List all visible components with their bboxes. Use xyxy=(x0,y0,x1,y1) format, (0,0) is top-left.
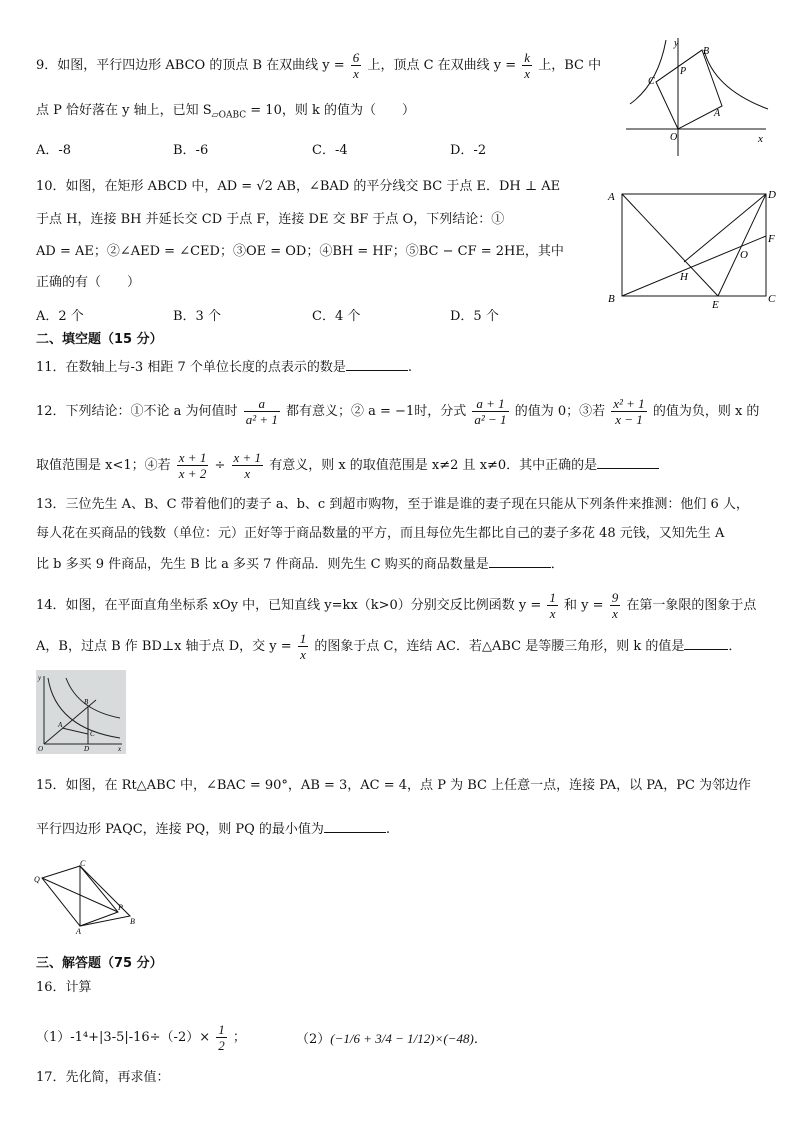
q15-label-p: P xyxy=(118,903,123,912)
q9-option-a: A．-8 xyxy=(36,143,72,158)
q10-line3: AD = AE；②∠AED = ∠CED；③OE = OD；④BH = HF；⑤BC − CF = 2HE，其中 xyxy=(36,244,564,259)
q10-label-c: C xyxy=(768,293,776,305)
q15-line1: 15．如图，在 Rt△ABC 中，∠BAC = 90°，AB = 3，AC = 4，点 P 为 BC 上任意一点，连接 PA，以 PA，PC 为邻边作 xyxy=(36,778,752,793)
q12-frac2: $\frac{a + 1}{\text{a² − 1}}$ xyxy=(474,396,507,427)
q13-line3: 比 b 多买 9 件商品，先生 B 比 a 多买 7 件商品．则先生 C 购买的商品数量是 ． xyxy=(36,553,564,575)
q10-label-e: E xyxy=(712,299,719,311)
q10-label-h: H xyxy=(680,271,688,283)
q10-label-f: F xyxy=(768,233,775,245)
q12-frac5: $\frac{x + 1}{x}$ xyxy=(233,450,262,481)
q9-label-o: O xyxy=(670,132,678,143)
q14-label-x: x xyxy=(118,745,122,753)
q11-blank xyxy=(346,356,408,371)
q9-label-c: C xyxy=(648,76,655,87)
section-2-heading: 二、填空题（15 分） xyxy=(36,332,163,347)
q17: 17．先化简，再求值： xyxy=(36,1070,170,1085)
q15-label-c: C xyxy=(80,860,86,868)
q14-label-y: y xyxy=(38,674,42,682)
q10-label-a: A xyxy=(608,191,615,203)
q9-line2: 点 P 恰好落在 y 轴上，已知 $S_{▱OABC} = 10$，则 k 的值为（ ） xyxy=(36,103,415,121)
q15-label-a: A xyxy=(76,927,81,934)
q9-option-b: B．-6 xyxy=(173,143,209,158)
q12-blank xyxy=(597,454,659,469)
q10-figure xyxy=(604,184,782,312)
q10-option-c: C．4 个 xyxy=(312,309,361,324)
q12-frac3: $\frac{\text{x² + 1}}{x - 1}$ xyxy=(613,396,645,427)
q14-label-a: A xyxy=(58,721,63,729)
q14-frac1: $\frac{1}{x}$ xyxy=(549,590,556,621)
q14-label-c: C xyxy=(90,730,95,738)
q10-line1: 10．如图，在矩形 ABCD 中，AD = √2 AB，∠BAD 的平分线交 BC 于点 E．DH ⊥ AE xyxy=(36,179,561,194)
q16-part1: （1）-1⁴+|3-5|-16÷（-2）× $\frac{1}{2}$ ； xyxy=(36,1022,246,1053)
q13-line2: 每人花在买商品的钱数（单位：元）正好等于商品数量的平方，而且每位先生都比自己的妻子多花 48 元钱，又知先生 A xyxy=(36,526,725,541)
q9-text-tail: 上，BC 中 xyxy=(538,58,602,73)
q16-frac1: $\frac{1}{2}$ xyxy=(218,1022,225,1053)
q10-line2: 于点 H，连接 BH 并延长交 CD 于点 F，连接 DE 交 BF 于点 O，下列结论：① xyxy=(36,212,505,227)
q9-frac2: $\frac{k}{x}$ xyxy=(524,50,531,81)
q10-label-o: O xyxy=(740,249,748,261)
q14-line1: 14．如图，在平面直角坐标系 xOy 中，已知直线 y=kx（k>0）分别交反比例函数 y = $\frac{1}{x}$ 和 y = $\frac{9}{x}$ 在第一象限的图象于点 xyxy=(36,590,757,621)
q14-figure xyxy=(36,670,126,754)
q12-line2: 取值范围是 x<1；④若 $\frac{x + 1}{x + 2}$ ÷ $\frac{x + 1}{x}$ 有意义，则 x 的取值范围是 x≠2 且 x≠0．其中正确的是 xyxy=(36,450,659,481)
q10-line4: 正确的有（ ） xyxy=(36,275,141,290)
q10-label-d: D xyxy=(768,189,776,201)
q9-text: 9．如图，平行四边形 ABCO 的顶点 B 在双曲线 y = xyxy=(36,58,345,73)
q16-part2: （2）(−1/6 + 3/4 − 1/12)×(−48)． xyxy=(296,1031,487,1047)
q9-line1 xyxy=(36,50,601,81)
q14-frac2: $\frac{9}{x}$ xyxy=(611,590,619,621)
q11: 11．在数轴上与-3 相距 7 个单位长度的点表示的数是 . xyxy=(36,356,412,378)
q9-text-mid: 上，顶点 C 在双曲线 y = xyxy=(367,58,517,73)
q14-label-b: B xyxy=(84,698,89,706)
q9-label-x: x xyxy=(758,133,763,145)
q15-blank xyxy=(324,818,386,833)
q14-frac3: $\frac{1}{x}$ xyxy=(299,631,307,662)
q16-title: 16．计算 xyxy=(36,980,92,995)
q9-label-b: B xyxy=(703,46,710,57)
q13-line1: 13．三位先生 A、B、C 带着他们的妻子 a、b、c 到超市购物，至于谁是谁的妻子现在只能从下列条件来推测：他们 6 人， xyxy=(36,497,749,512)
q10-option-b: B．3 个 xyxy=(173,309,221,324)
q12-line1: 12．下列结论：①不论 a 为何值时 $\frac{a}{\text{a² + 1}}$ 都有意义；② a = −1时，分式 $\frac{a + 1}{\text{a² − 1}}$ 的值为 0；③若 $\frac{\text{x² + 1}}{x - 1}$ 的值为负，则 x 的 xyxy=(36,396,760,427)
section-3-heading: 三、解答题（75 分） xyxy=(36,956,163,971)
q10-option-d: D．5 个 xyxy=(450,309,499,324)
q14-line2: A，B，过点 B 作 BD⊥x 轴于点 D，交 y = $\frac{1}{x}$ 的图象于点 C，连结 AC．若△ABC 是等腰三角形，则 k 的值是 ． xyxy=(36,631,742,662)
q15-line2: 平行四边形 PAQC，连接 PQ，则 PQ 的最小值为 . xyxy=(36,818,390,840)
q9-frac1: $\frac{6}{x}$ xyxy=(352,50,360,81)
q15-label-b: B xyxy=(130,917,135,926)
q15-figure xyxy=(34,860,144,934)
q9-label-y: y xyxy=(674,38,679,49)
q15-label-q: Q xyxy=(34,875,40,884)
q10-option-a: A．2 个 xyxy=(36,309,84,324)
q10-label-b: B xyxy=(608,293,615,305)
q14-blank xyxy=(684,635,728,650)
q9-option-d: D．-2 xyxy=(450,143,487,158)
q9-figure xyxy=(618,34,774,160)
q14-label-o: O xyxy=(38,745,44,753)
q14-label-d: D xyxy=(84,745,90,753)
q12-frac1: $\frac{a}{\text{a² + 1}}$ xyxy=(245,396,278,427)
q13-blank xyxy=(489,553,551,568)
q9-option-c: C．-4 xyxy=(312,143,348,158)
q9-label-p: P xyxy=(680,66,687,77)
q12-frac4: $\frac{x + 1}{x + 2}$ xyxy=(178,450,207,481)
q9-label-a: A xyxy=(714,108,721,119)
